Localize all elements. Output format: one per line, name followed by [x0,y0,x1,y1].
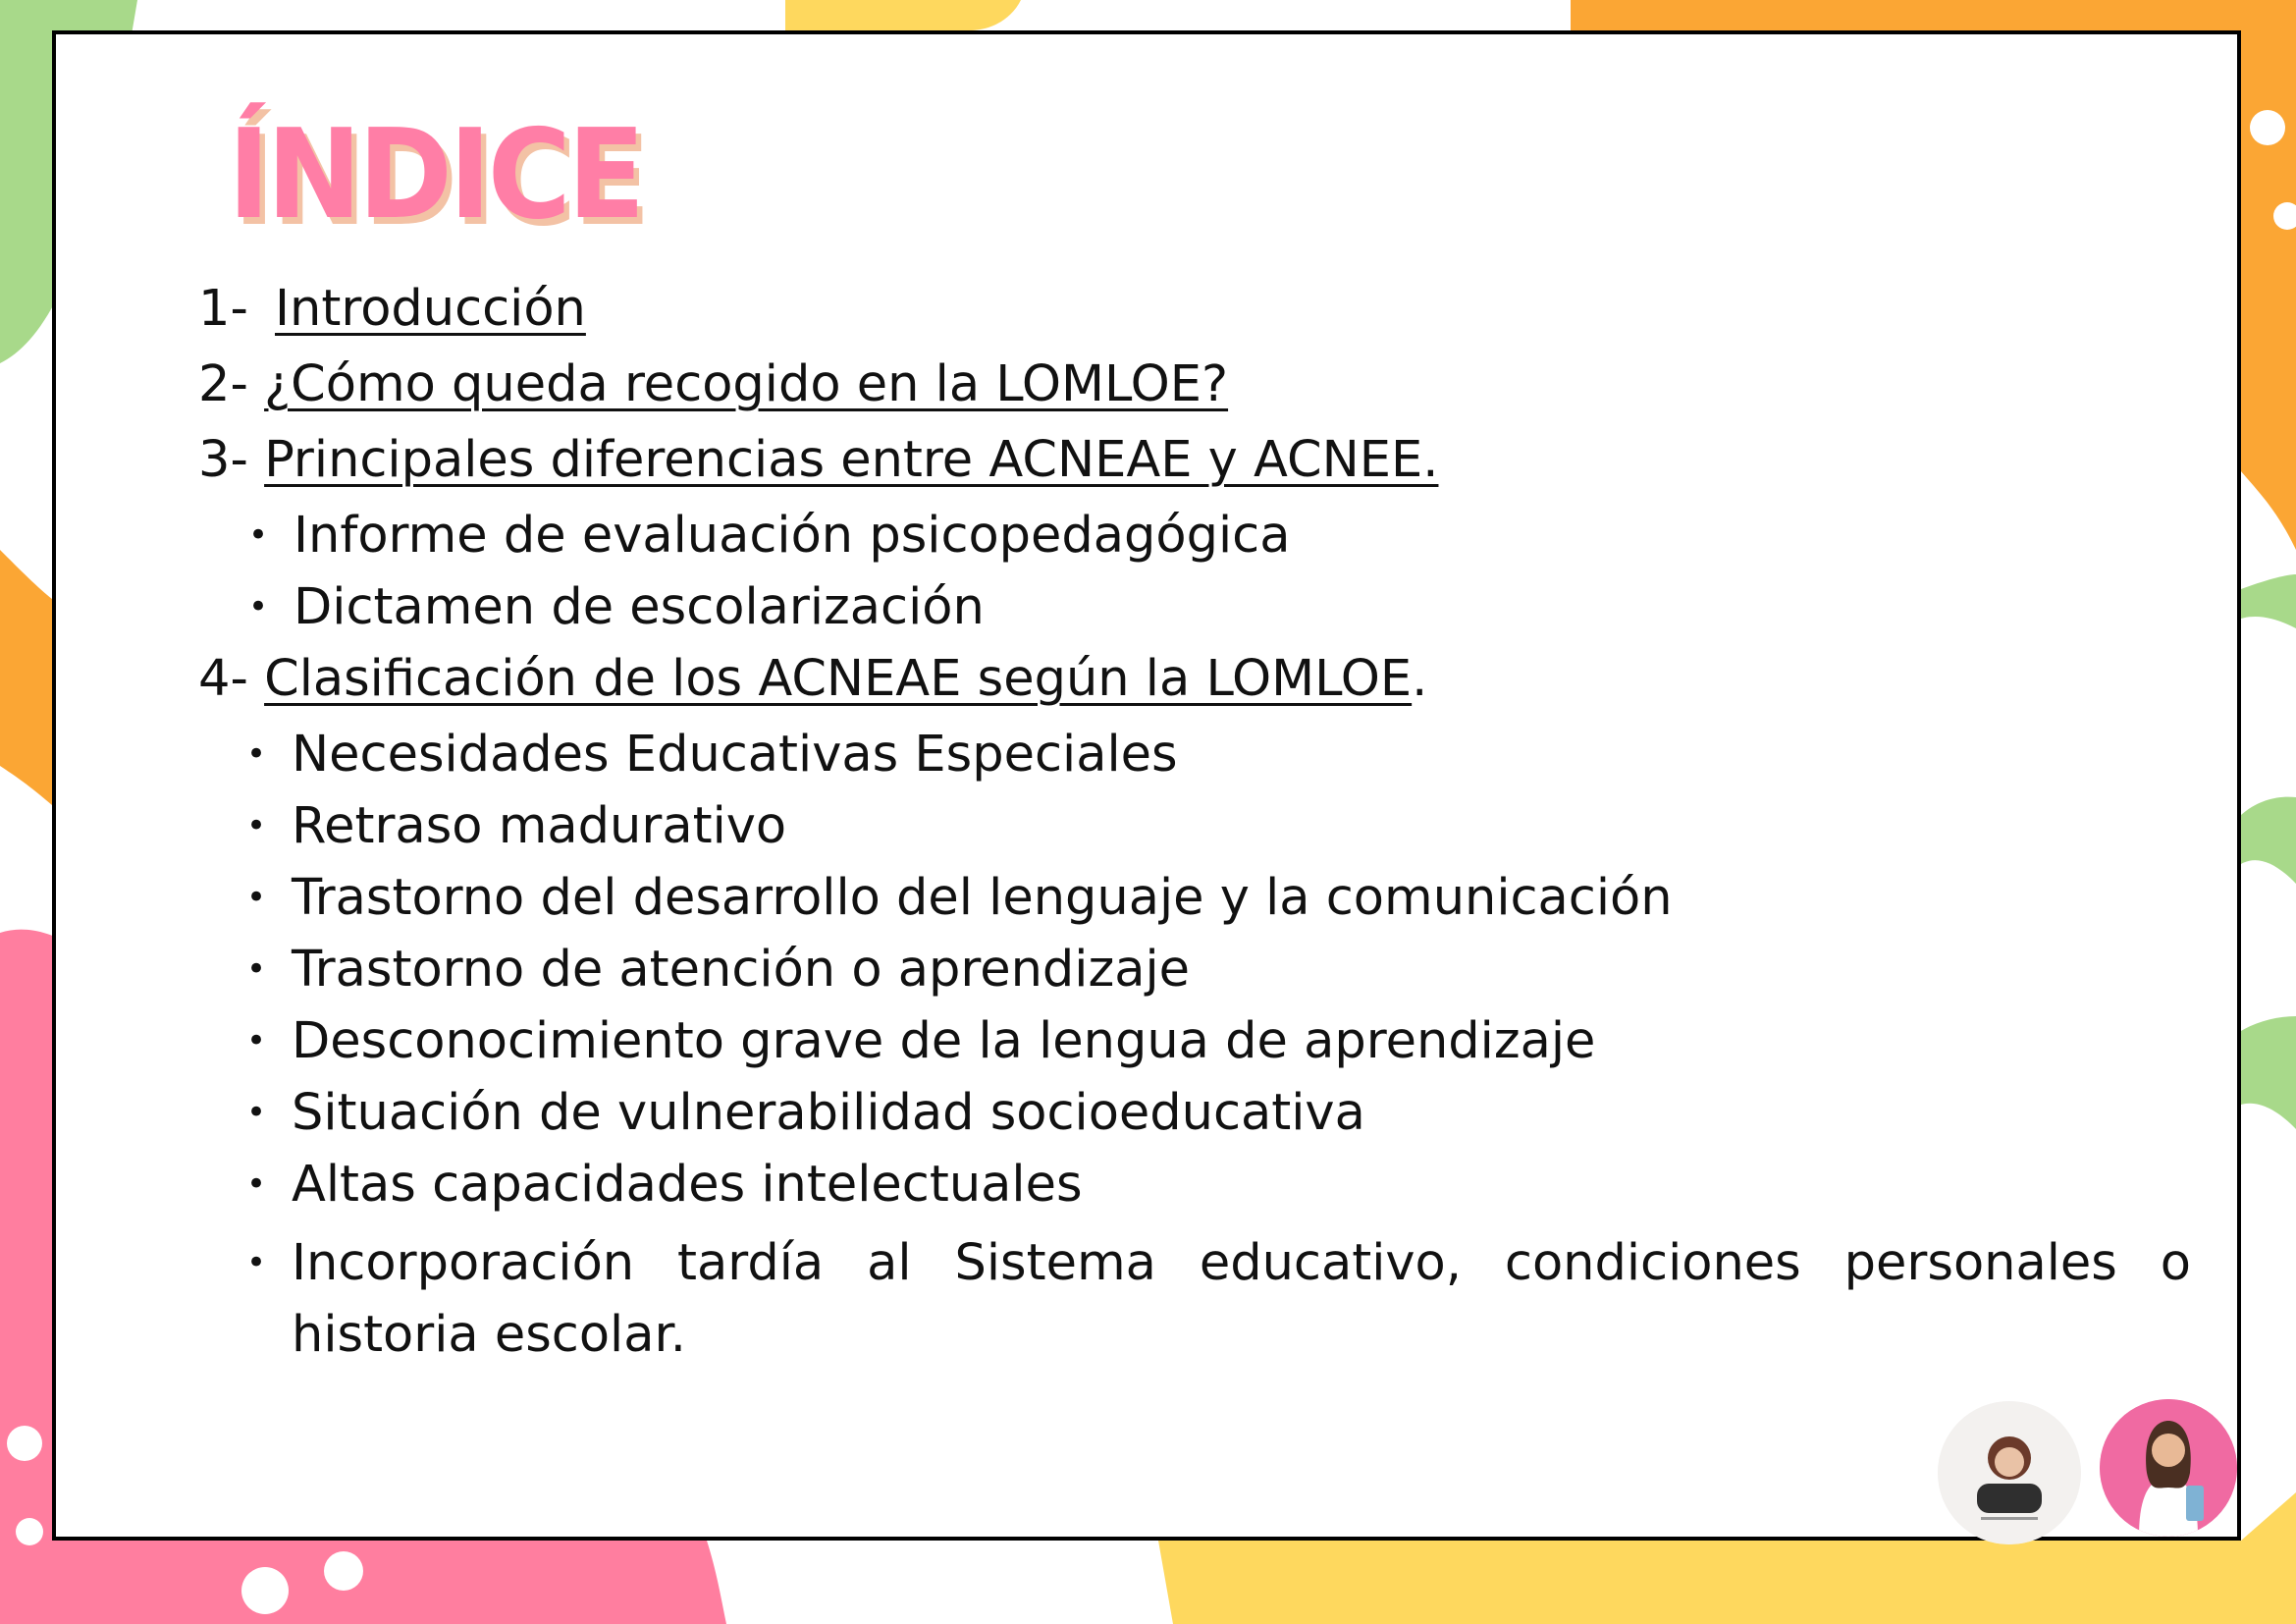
list-item [198,1084,2191,1156]
bullet-icon: • [246,1164,267,1204]
list-item [198,507,2191,578]
toc-link-introduccion[interactable]: Introducción [275,280,586,338]
toc-item-2 [198,355,2191,431]
green-leaf-right [2241,574,2296,628]
bullet-icon: • [246,1243,267,1282]
yellow-blob-top [785,0,1021,30]
toc-number: 2- [198,355,248,413]
list-item-label: Trastorno de atención o aprendizaje [292,941,1191,999]
page-title: ÍNDICE [228,102,642,246]
list-item [198,869,2191,941]
bullet-icon: • [248,515,269,555]
orange-blob-top-right [1571,0,2296,30]
orange-blob-left [0,550,52,805]
list-item-label: Desconocimiento grave de la lengua de aprendizaje [292,1012,1596,1070]
bullet-icon: • [248,587,269,626]
list-item-label: Altas capacidades intelectuales [292,1156,1083,1214]
toc-suffix: . [1412,650,1428,708]
profile-avatar-photo[interactable] [2100,1399,2237,1537]
toc-item-4 [198,650,2191,726]
white-dot [7,1426,42,1461]
list-item-label: Trastorno del desarrollo del lenguaje y la comunicación [292,869,1673,927]
toc-number: 4- [198,650,248,708]
list-item [198,941,2191,1012]
list-item [198,726,2191,797]
list-item-label: Retraso madurativo [292,797,787,855]
bullet-icon: • [246,878,267,917]
list-item-label: Situación de vulnerabilidad socioeducativa [292,1084,1365,1142]
list-item [198,1012,2191,1084]
list-item [198,1156,2191,1227]
avatar-photo-icon [2100,1399,2237,1537]
toc-number: 1- [198,280,248,338]
list-item-label: Incorporación tardía al Sistema educativo, condiciones personales o historia escolar. [292,1234,2191,1364]
white-dot [241,1567,289,1614]
table-of-contents [198,280,2191,1371]
list-item [198,1227,2191,1371]
white-dot [16,1518,43,1545]
white-dot [2250,110,2285,145]
toc-item-1 [198,280,2191,355]
toc-link-lomloe[interactable]: ¿Cómo queda recogido en la LOMLOE? [264,355,1229,413]
bullet-icon: • [246,1093,267,1132]
list-item-label: Dictamen de escolarización [294,578,985,636]
white-dot [324,1551,363,1591]
green-leaf-right-3 [2241,1016,2296,1129]
bullet-icon: • [246,1021,267,1060]
toc-link-diferencias[interactable]: Principales diferencias entre ACNEAE y ACNEE. [264,431,1439,489]
list-item-label: Necesidades Educativas Especiales [292,726,1178,784]
bullet-icon: • [246,806,267,845]
list-item [198,797,2191,869]
list-item [198,578,2191,650]
green-leaf-right-2 [2241,797,2296,884]
bullet-icon: • [246,949,267,989]
toc-link-clasificacion[interactable]: Clasificación de los ACNEAE según la LOMLOE [264,650,1413,708]
list-item-label: Informe de evaluación psicopedagógica [294,507,1291,565]
avatar-logo-icon [1938,1401,2081,1544]
orange-blob-right [2241,0,2296,550]
toc-item-3 [198,431,2191,507]
profile-avatar-logo[interactable] [1938,1401,2081,1544]
toc-number: 3- [198,431,248,489]
bullet-icon: • [246,734,267,774]
